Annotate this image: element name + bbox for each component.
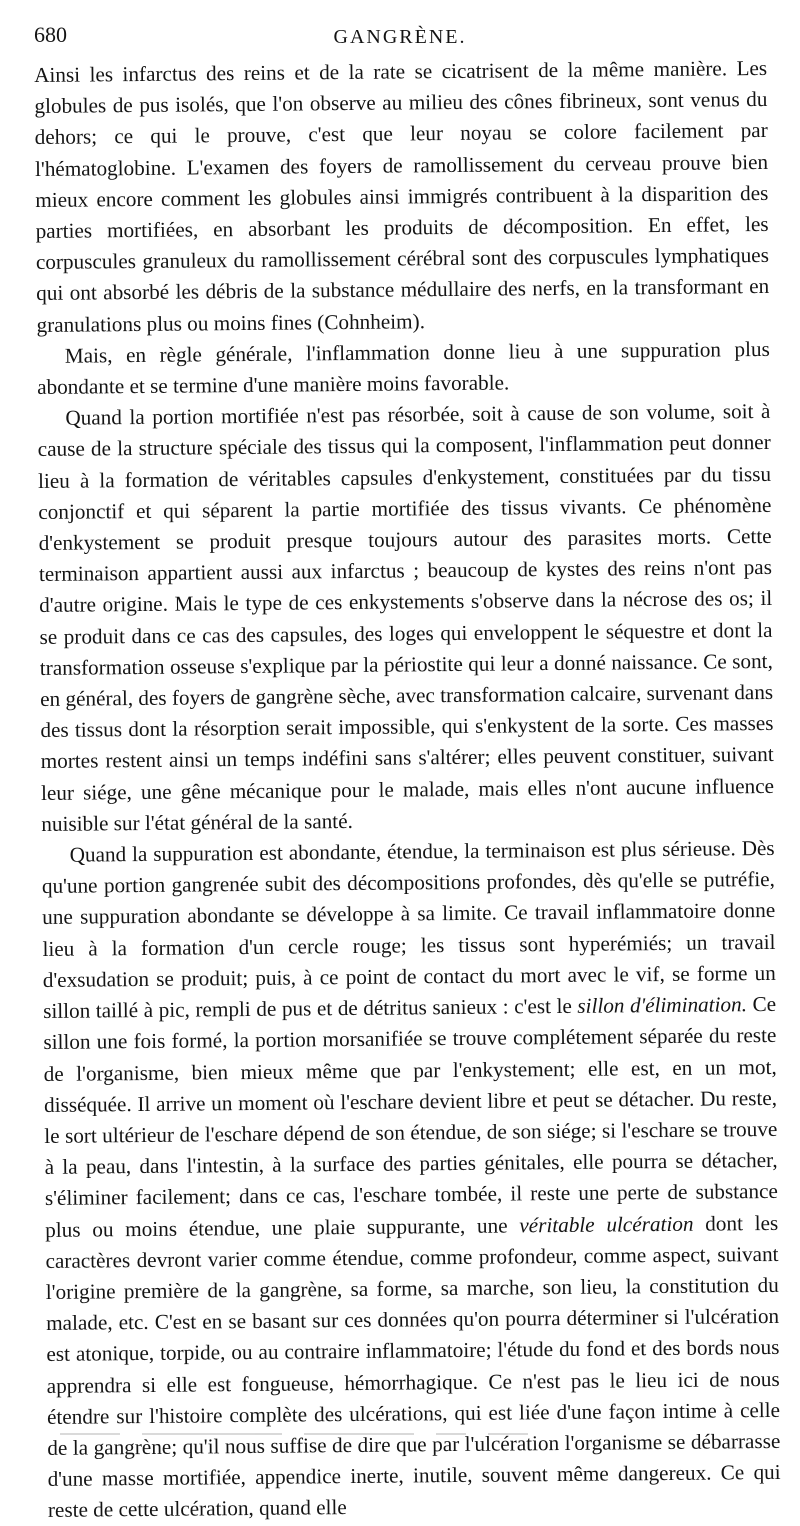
page-number: 680 — [34, 22, 67, 47]
paragraph-4 — [41, 833, 781, 1526]
paragraph-2: Mais, en règle générale, l'inflammation donne lieu à une suppuration plus abondante et se termine d'une manière moins favorable. — [37, 336, 770, 400]
footer-print-smudge — [60, 1425, 760, 1431]
paragraph-4-part-1: Quand la suppuration est abondante, étendue, la terminaison est plus sérieuse. Dès qu'une portion gangrenée subit des décompositions profondes, dès qu'elle se putréfie, une suppuration abondante se développe à sa limite. Ce travail inflammatoire donne lieu à la formation d'un cercle rouge; les tissus sont hyperémiés; un travail d'exsudation se produit; puis, à ce point de contact du mort avec le vif, se forme un sillon taillé à pic, rempli de pus et de détritus sanieux : c'est le — [41, 836, 776, 1024]
paragraph-4-part-3: dont les caractères devront varier comme étendue, comme profondeur, comme aspect, suivant l'origine première de la gangrène, sa forme, sa marche, son lieu, la constitution du malade, etc. C'est en se basant sur ces données qu'on pourra déterminer si l'ulcération est atonique, torpide, ou au contraire inflammatoire; l'étude du fond et des bords nous apprendra si elle est fongueuse, hémorrhagique. Ce n'est pas le lieu ici de nous étendre sur l'histoire complète des ulcérations, qui est liée d'une façon intime à celle de la gangrène; qu'il nous suffise de dire que par l'ulcération l'organisme se débarrasse d'une masse mortifiée, appendice inerte, inutile, souvent même dangereux. Ce qui reste de cette ulcération, quand elle — [45, 1210, 781, 1523]
term-sillon-elimination: sillon d'élimination. — [577, 992, 748, 1018]
paragraph-3: Quand la portion mortifiée n'est pas résorbée, soit à cause de son volume, soit à cause de la structure spéciale des tissus qui la composent, l'inflammation peut donner lieu à la formation de véritables capsules d'enkystement, constituées par du tissu conjonctif et qui séparent la partie mortifiée des tissus vivants. Ce phénomène d'enkystement se produit presque toujours autour des parasites morts. Cette terminaison appartient aussi aux infarctus ; beaucoup de kystes des reins n'ont pas d'autre origine. Mais le type de ces enkystements s'observe dans la nécrose des os; il se produit dans ce cas des capsules, des loges qui enveloppent le séquestre et dont la transformation osseuse s'explique par la périostite qui leur a donné naissance. Ce sont, en général, des foyers de gangrène sèche, avec transformation calcaire, survenant dans des tissus dont la résorption serait impossible, qui s'enkystent de la sorte. Ces masses mortes restent ainsi un temps indéfini sans s'altérer; elles peuvent constituer, suivant leur siége, une gêne mécanique pour le malade, mais elles n'ont aucune influence nuisible sur l'état général de la santé. — [37, 399, 775, 836]
paragraph-4-part-2: Ce sillon une fois formé, la portion morsanifiée se trouve complétement séparée du reste de l'organisme, bien mieux même que par l'enkystement; elle est, en un mot, disséquée. Il arrive un moment où l'eschare devient libre et peut se détacher. Du reste, le sort ultérieur de l'eschare dépend de son étendue, de son siége; si l'eschare se trouve à la peau, dans l'intestin, à la surface des parties génitales, elle pourra se détacher, s'éliminer facilement; dans ce cas, l'eschare tombée, il reste une perte de substance plus ou moins étendue, une plaie suppurante, une — [43, 992, 779, 1242]
term-veritable-ulceration: véritable ulcération — [519, 1211, 694, 1237]
running-title: GANGRÈNE. — [333, 26, 467, 48]
paragraph-1: Ainsi les infarctus des reins et de la rate se cicatrisent de la même manière. Les globules de pus isolés, que l'on observe au milieu des cônes fibrineux, sont venus du dehors; ce qui le prouve, c'est que leur noyau se colore facilement par l'hématoglobine. L'examen des foyers de ramollissement du cerveau prouve bien mieux encore comment les globules ainsi immigrés contribuent à la disparition des parties mortifiées, en absorbant les produits de décomposition. En effet, les corpuscules granuleux du ramollissement cérébral sont des corpuscules lymphatiques qui ont absorbé les débris de la substance médullaire des nerfs, en la transformant en granulations plus ou moins fines (Cohnheim). — [34, 55, 770, 337]
body-text — [34, 53, 781, 1526]
